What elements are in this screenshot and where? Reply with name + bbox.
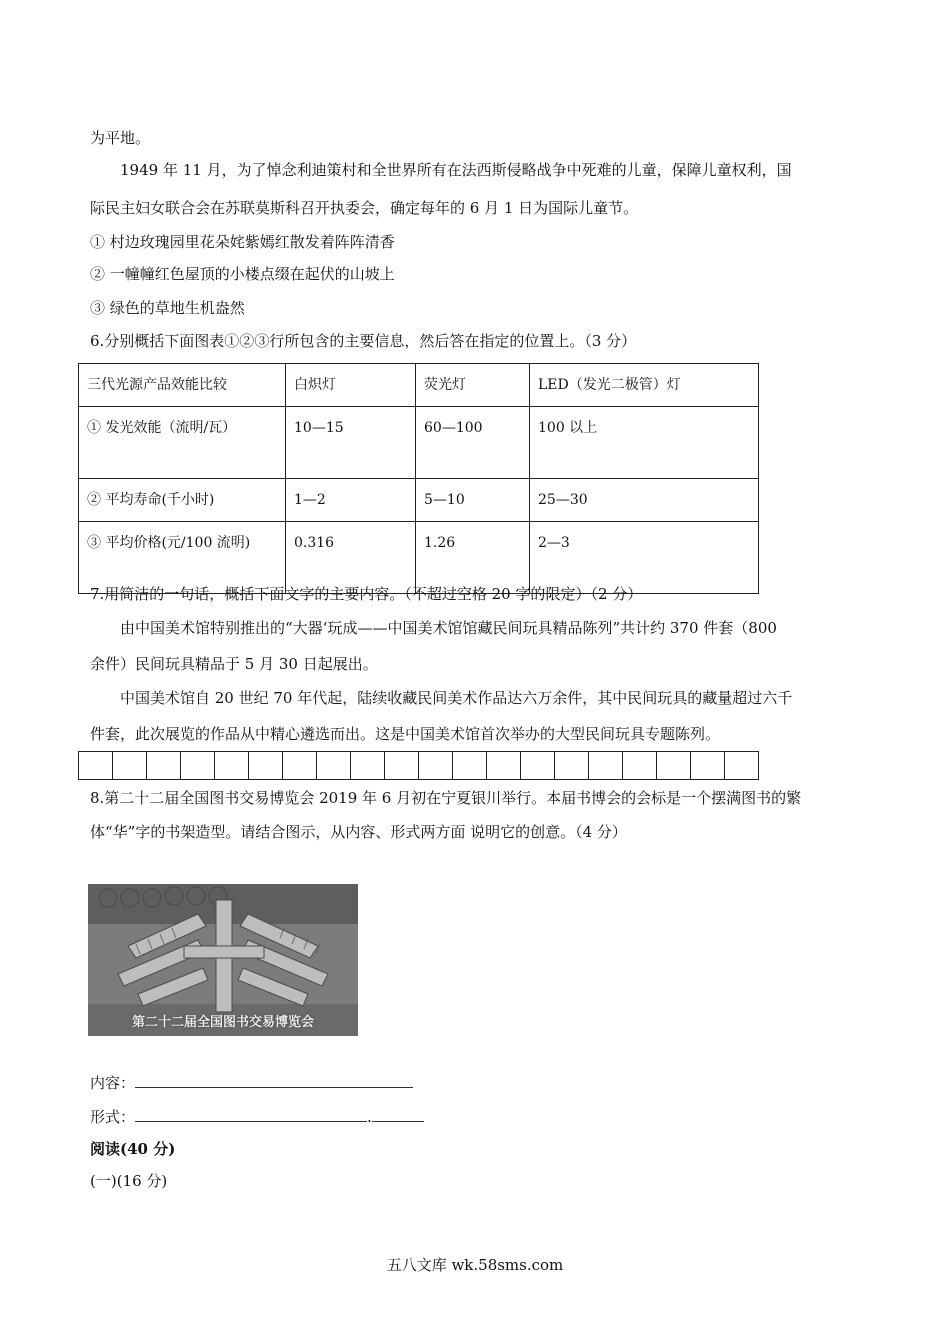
table-row bbox=[79, 522, 759, 594]
answer-box[interactable] bbox=[521, 751, 555, 780]
option-2: ② 一幢幢红色屋顶的小楼点缀在起伏的山坡上 bbox=[90, 265, 395, 283]
option-3: ③ 绿色的草地生机盎然 bbox=[90, 299, 245, 317]
paragraph-line: 际民主妇女联合会在苏联莫斯科召开执委会，确定每年的 6 月 1 日为国际儿童节。 bbox=[90, 199, 639, 217]
answer-box[interactable] bbox=[351, 751, 385, 780]
answer-box[interactable] bbox=[317, 751, 351, 780]
answer-box[interactable] bbox=[691, 751, 725, 780]
table-cell: 60—100 bbox=[416, 407, 530, 479]
table-cell: 1.26 bbox=[416, 522, 530, 594]
answer-box[interactable] bbox=[487, 751, 521, 780]
table-cell: 25—30 bbox=[530, 479, 759, 522]
form-blank[interactable] bbox=[372, 1107, 424, 1122]
content-label: 内容： bbox=[90, 1074, 136, 1092]
answer-box[interactable] bbox=[589, 751, 623, 780]
reading-subsection: (一)(16 分) bbox=[90, 1172, 168, 1190]
answer-box[interactable] bbox=[215, 751, 249, 780]
form-blank[interactable] bbox=[135, 1107, 367, 1122]
table-cell: 1—2 bbox=[286, 479, 416, 522]
answer-box[interactable] bbox=[453, 751, 487, 780]
table-header-cell: 荧光灯 bbox=[416, 364, 530, 407]
table-header-cell: LED（发光二极管）灯 bbox=[530, 364, 759, 407]
table-cell: 5—10 bbox=[416, 479, 530, 522]
table-header-cell: 三代光源产品效能比较 bbox=[79, 364, 286, 407]
answer-box[interactable] bbox=[657, 751, 691, 780]
table-header-cell: 白炽灯 bbox=[286, 364, 416, 407]
page-footer: 五八文库 wk.58sms.com bbox=[386, 1256, 564, 1274]
table-cell: 0.316 bbox=[286, 522, 416, 594]
answer-box[interactable] bbox=[147, 751, 181, 780]
answer-box[interactable] bbox=[419, 751, 453, 780]
table-header-row bbox=[79, 364, 759, 407]
content-answer-line bbox=[90, 1073, 413, 1093]
answer-box[interactable] bbox=[181, 751, 215, 780]
answer-box[interactable] bbox=[249, 751, 283, 780]
paragraph-line: 件套，此次展览的作品从中精心遴选而出。这是中国美术馆首次举办的大型民间玩具专题陈列。 bbox=[90, 725, 721, 743]
option-1: ① 村边玫瑰园里花朵姹紫嫣红散发着阵阵清香 bbox=[90, 233, 395, 251]
table-row bbox=[79, 479, 759, 522]
form-dot: . bbox=[367, 1108, 372, 1126]
table-row bbox=[79, 407, 759, 479]
question-7-prompt: 7.用简洁的一句话，概括下面文字的主要内容。（不超过空格 20 字的限定）（2 分） bbox=[90, 585, 643, 603]
form-label: 形式： bbox=[90, 1108, 136, 1126]
table-cell: 2—3 bbox=[530, 522, 759, 594]
question-8-prompt: 8.第二十二届全国图书交易博览会 2019 年 6 月初在宁夏银川举行。本届书博会的会标是一个摆满图书的繁 bbox=[90, 789, 802, 807]
answer-box[interactable] bbox=[623, 751, 657, 780]
table-cell: ① 发光效能（流明/瓦） bbox=[79, 407, 286, 479]
paragraph-line: 由中国美术馆特别推出的“大器‘玩成——中国美术馆馆藏民间玩具精品陈列”共计约 370 件套（800 bbox=[120, 619, 777, 637]
paragraph-line: 余件）民间玩具精品于 5 月 30 日起展出。 bbox=[90, 655, 378, 673]
content-blank[interactable] bbox=[135, 1073, 413, 1088]
question-8-prompt: 体“华”字的书架造型。请结合图示，从内容、形式两方面 说明它的创意。（4 分） bbox=[90, 823, 627, 841]
answer-box[interactable] bbox=[283, 751, 317, 780]
answer-box[interactable] bbox=[725, 751, 759, 780]
answer-box-grid bbox=[78, 751, 759, 780]
answer-box[interactable] bbox=[555, 751, 589, 780]
form-answer-line bbox=[90, 1107, 424, 1127]
reading-section-title: 阅读(40 分) bbox=[90, 1140, 176, 1158]
table-cell: 100 以上 bbox=[530, 407, 759, 479]
question-6-prompt: 6.分别概括下面图表①②③行所包含的主要信息，然后答在指定的位置上。（3 分） bbox=[90, 332, 637, 350]
table-cell: ② 平均寿命(千小时) bbox=[79, 479, 286, 522]
table-cell: 10—15 bbox=[286, 407, 416, 479]
table-cell: ③ 平均价格(元/100 流明) bbox=[79, 522, 286, 594]
paragraph-line: 1949 年 11 月，为了悼念利迪策村和全世界所有在法西斯侵略战争中死难的儿童，保障儿童权利，国 bbox=[120, 161, 792, 179]
paragraph-line: 中国美术馆自 20 世纪 70 年代起，陆续收藏民间美术作品达六万余件，其中民间玩具的藏量超过六千 bbox=[120, 689, 793, 707]
answer-box[interactable] bbox=[385, 751, 419, 780]
efficiency-table bbox=[78, 363, 759, 594]
intro-line: 为平地。 bbox=[90, 129, 151, 147]
photo-caption: 第二十二届全国图书交易博览会 bbox=[131, 1015, 314, 1030]
answer-box[interactable] bbox=[79, 751, 113, 780]
answer-box[interactable] bbox=[113, 751, 147, 780]
book-fair-logo-photo bbox=[88, 884, 358, 1036]
